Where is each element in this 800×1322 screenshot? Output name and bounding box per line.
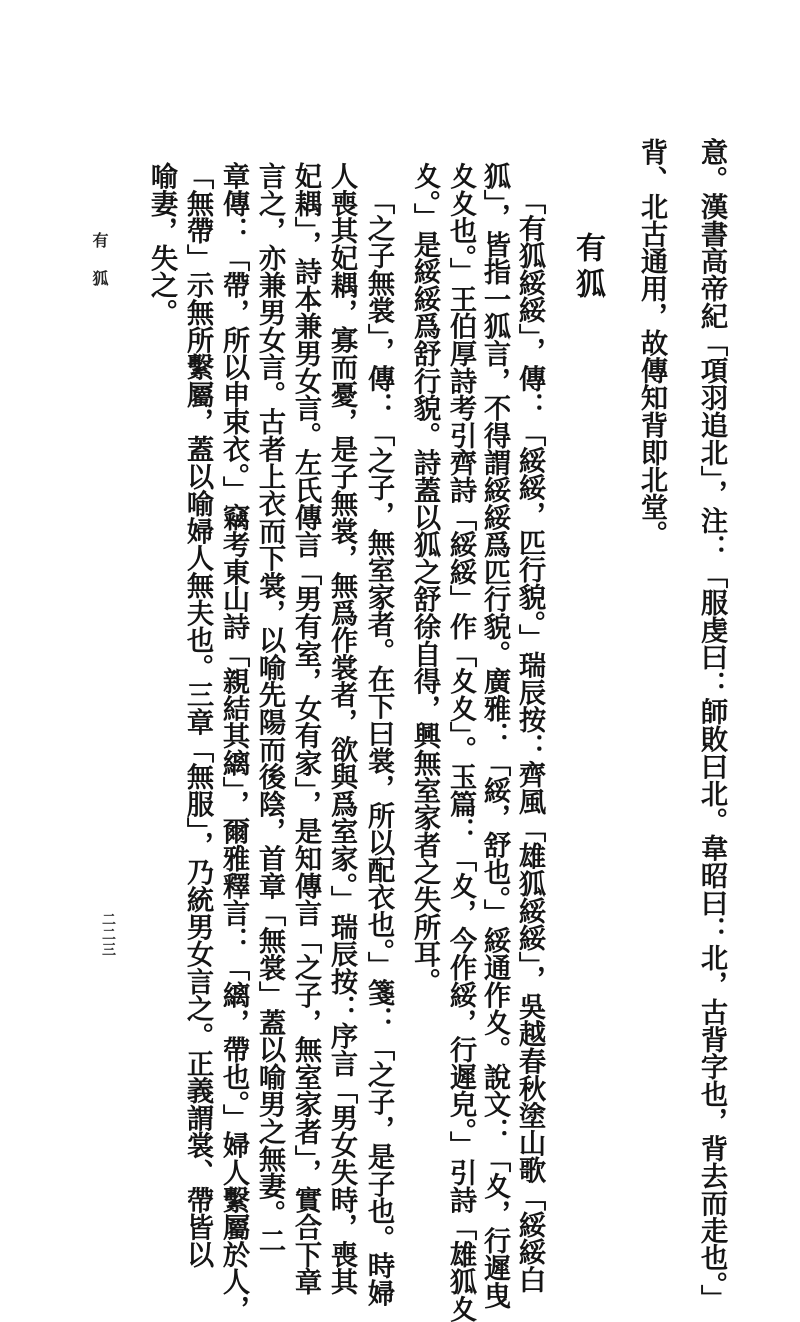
text-column-8: 人喪其妃耦，寡而憂，是子無裳，無爲作裳者，欲與爲室家。」瑞辰按：序言「男女失時，喪其 xyxy=(326,162,358,1295)
text-column-12: 「無帶」示無所繫屬，蓋以喻婦人無夫也。三章「無服」，乃統男女言之。正義謂裳、帶皆以 xyxy=(182,162,214,1268)
text-column-7: 「之子無裳」，傳：「之子，無室家者。在下曰裳，所以配衣也。」箋：「之子，是子也。時婦 xyxy=(363,187,395,1307)
section-title: 有狐 xyxy=(570,232,605,304)
text-column-13: 喻妻，失之。 xyxy=(146,162,178,326)
running-title: 有狐 xyxy=(90,232,109,308)
text-column-10: 言之，亦兼男女言。古者上衣而下裳，以喻先陽而後陰，首章「無裳」蓋以喻男之無妻。二 xyxy=(254,162,286,1254)
text-column-2: 背、北古通用，故傳知背即北堂。 xyxy=(636,138,668,548)
text-column-6: 夊。」是綏綏爲舒行貌。詩蓋以狐之舒徐自得，興無室家者之失所耳。 xyxy=(409,162,441,995)
text-column-9: 妃耦」，詩本兼男女言。左氏傳言「男有室，女有家」，是知傳言「之子，無室家者」，實合下章 xyxy=(290,162,322,1295)
text-column-4: 狐」，皆指一狐言，不得謂綏綏爲匹行貌。廣雅：「綏，舒也。」綏通作夊。說文：「夊，行遲曳 xyxy=(479,162,511,1309)
text-column-3: 「有狐綏綏」，傳：「綏綏，匹行貌。」瑞辰按：齊風「雄狐綏綏」，吳越春秋塗山歌「綏綏白 xyxy=(514,187,546,1293)
text-column-5: 夊夊也。」王伯厚詩考引齊詩「綏綏」作「夊夊」。玉篇：「夊，今作綏，行遲皃。」引詩「雄狐夊 xyxy=(445,162,477,1322)
text-column-11: 章傳：「帶，所以申束衣。」竊考東山詩「親結其縭」，爾雅釋言：「縭，帶也。」婦人繫屬於人， xyxy=(218,162,250,1322)
page-number: 二二三 xyxy=(100,912,116,957)
text-column-1: 意。漢書高帝紀「項羽追北」，注：「服虔曰：師敗曰北。韋昭曰：北，古背字也，背去而走也。」 xyxy=(696,138,728,1312)
